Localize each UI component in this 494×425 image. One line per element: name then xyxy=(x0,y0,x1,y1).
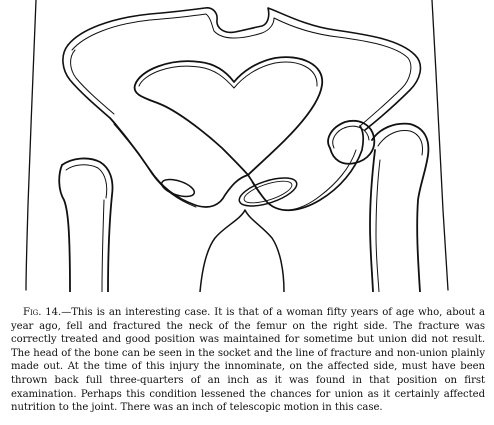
left-femur xyxy=(59,158,112,292)
figure-label: Fig. 14. xyxy=(23,307,62,319)
right-femur xyxy=(328,121,428,292)
figure-caption xyxy=(11,306,485,415)
body-outline-left xyxy=(26,0,36,290)
pelvic-inlet xyxy=(135,57,323,175)
right-obturator-foramen xyxy=(236,172,300,211)
body-outline-right xyxy=(432,0,448,290)
left-ischium xyxy=(110,118,248,207)
pubic-symphysis xyxy=(200,210,284,292)
figure-caption-text: —This is an interesting case. It is that of a woman fifty years of age who, about a year ago, fell and fractured the neck of the femur on the right side. The fracture was correctly treated and good position was maintained for sometime but union did not result. The head of the bone can be seen in the socket and the line of fracture and non-union plainly made out. At the time of this injury the innominate, on the affected side, must have been thrown back full three-quarters of an inch as it was found in that position on first examination. Perhaps this condition lessened the chances for union as it certainly affected nutrition to the joint. There was an inch of telescopic motion in this case. xyxy=(11,307,485,414)
